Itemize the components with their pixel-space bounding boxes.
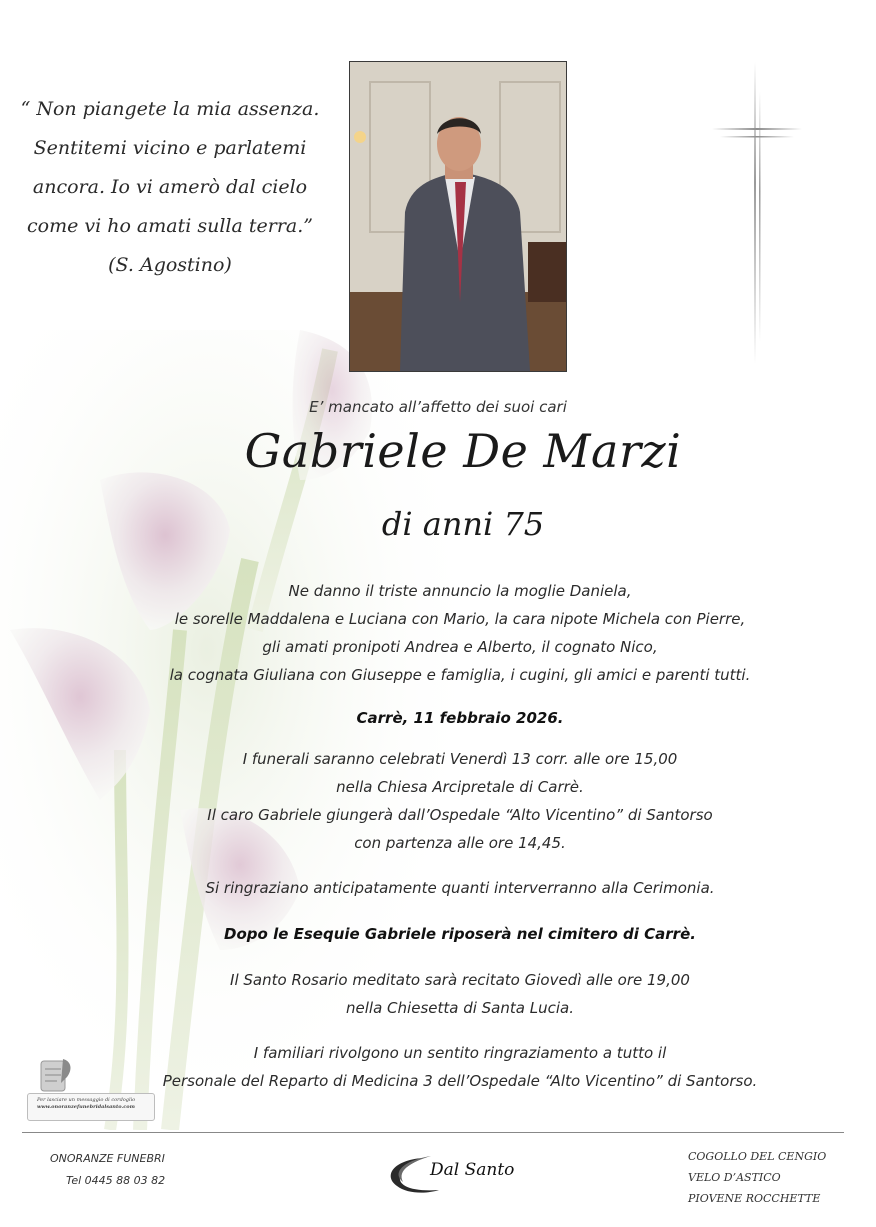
condolence-url: www.onoranzefunebridalsanto.com xyxy=(37,1104,135,1110)
family-line: le sorelle Maddalena e Luciana con Mario, la cara nipote Michela con Pierre, xyxy=(174,610,746,628)
intro-text: E’ mancato all’affetto dei suoi cari xyxy=(309,398,567,416)
funeral-line: nella Chiesa Arcipretale di Carrè. xyxy=(336,778,584,796)
rosary-line: nella Chiesetta di Santa Lucia. xyxy=(346,999,574,1017)
condolence-line: Per lasciare un messaggio di cordoglio xyxy=(37,1097,136,1103)
portrait-photo xyxy=(349,61,567,372)
location-item: COGOLLO DEL CENGIO xyxy=(688,1150,827,1163)
place-date-text: Carrè, 11 febbraio 2026. xyxy=(356,709,564,727)
location-item: VELO D’ASTICO xyxy=(688,1171,781,1184)
quote-line: Sentitemi vicino e parlatemi xyxy=(33,137,307,159)
family-line: gli amati pronipoti Andrea e Alberto, il cognato Nico, xyxy=(262,638,658,656)
quote-line: “ Non piangete la mia assenza. xyxy=(20,98,320,120)
condolence-message-link[interactable] xyxy=(27,1055,155,1121)
condolence-text xyxy=(37,1097,149,1111)
quote-attribution: (S. Agostino) xyxy=(108,254,232,276)
rosary-details xyxy=(60,966,860,1022)
funeral-line: Il caro Gabriele giungerà dall’Ospedale “Alto Vicentino” di Santorso xyxy=(207,806,713,824)
dal-santo-logo-text: Dal Santo xyxy=(430,1160,515,1180)
cross-icon xyxy=(712,62,802,364)
gratitude-line: I familiari rivolgono un sentito ringraziamento a tutto il xyxy=(253,1044,667,1062)
deceased-age: di anni 75 xyxy=(381,505,545,543)
family-line: la cognata Giuliana con Giuseppe e famiglia, i cugini, gli amici e parenti tutti. xyxy=(169,666,751,684)
funeral-line: I funerali saranno celebrati Venerdì 13 corr. alle ore 15,00 xyxy=(242,750,678,768)
location-item: PIOVENE ROCCHETTE xyxy=(688,1192,821,1205)
family-line: Ne danno il triste annuncio la moglie Daniela, xyxy=(288,582,632,600)
place-date xyxy=(60,704,860,732)
deceased-name: Gabriele De Marzi xyxy=(244,424,682,478)
funeral-home-info xyxy=(50,1148,165,1192)
thanks-note xyxy=(60,874,860,902)
funeral-details xyxy=(60,745,860,857)
burial-note xyxy=(60,920,860,948)
saint-augustine-quote xyxy=(20,90,320,285)
funeral-home-title: ONORANZE FUNEBRI xyxy=(50,1152,165,1165)
scroll-quill-icon xyxy=(35,1055,75,1095)
portrait-illustration xyxy=(350,62,566,371)
quote-line: ancora. Io vi amerò dal cielo xyxy=(32,176,308,198)
locations-list xyxy=(688,1146,826,1209)
thanks-text: Si ringraziano anticipatamente quanti interverranno alla Cerimonia. xyxy=(205,879,715,897)
family-announcement xyxy=(60,577,860,689)
funeral-home-phone: Tel 0445 88 03 82 xyxy=(66,1174,166,1187)
funeral-line: con partenza alle ore 14,45. xyxy=(354,834,566,852)
footer-divider xyxy=(22,1132,844,1133)
gratitude-line: Personale del Reparto di Medicina 3 dell’Ospedale “Alto Vicentino” di Santorso. xyxy=(162,1072,758,1090)
gratitude-note xyxy=(60,1039,860,1095)
rosary-line: Il Santo Rosario meditato sarà recitato Giovedì alle ore 19,00 xyxy=(230,971,690,989)
quote-line: come vi ho amati sulla terra.” xyxy=(26,215,313,237)
burial-text: Dopo le Esequie Gabriele riposerà nel cimitero di Carrè. xyxy=(224,925,696,943)
